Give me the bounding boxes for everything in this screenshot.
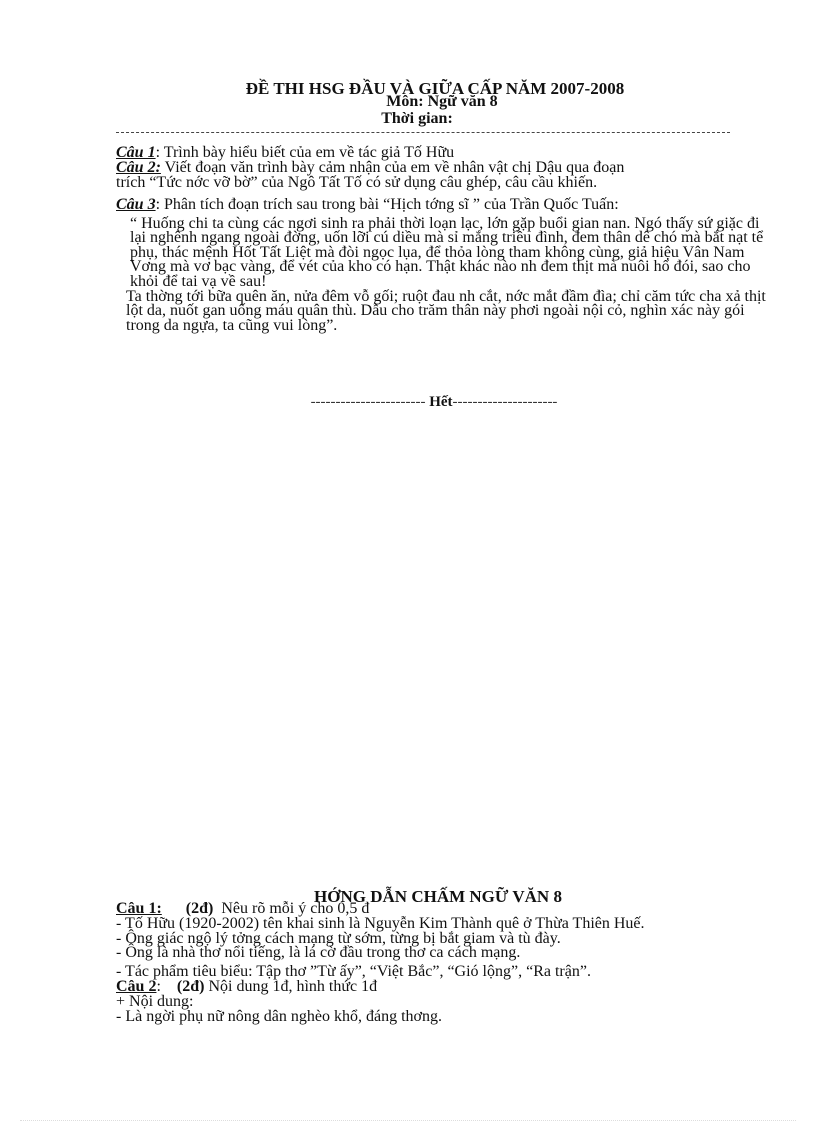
guide-question-2-item: - Là ngời phụ nữ nông dân nghèo khổ, đáng thơng. xyxy=(116,1007,442,1025)
guide-question-1-points: (2đ) xyxy=(185,900,214,917)
header-divider xyxy=(116,132,730,133)
guide-question-2-points: (2đ) xyxy=(176,977,205,995)
question-1-label: Câu 1 xyxy=(116,144,156,161)
guide-question-1-header: Câu 1: (2đ) Nêu rõ mỗi ý cho 0,5 đ xyxy=(116,900,370,917)
end-dashes-left: ----------------------- xyxy=(310,394,426,410)
question-2-label: Câu 2: xyxy=(116,159,161,176)
question-3-text: : Phân tích đoạn trích sau trong bài “Hịch tớng sĩ ” của Trần Quốc Tuấn: xyxy=(155,196,619,213)
guide-question-2-header: Câu 2: (2đ) Nội dung 1đ, hình thức 1đ xyxy=(116,977,378,995)
page-bottom-border xyxy=(20,1120,796,1121)
guide-question-1-note: Nêu rõ mỗi ý cho 0,5 đ xyxy=(221,900,370,917)
exam-title: ĐỀ THI HSG ĐẦU VÀ GIỮA CẤP NĂM 2007-2008 xyxy=(245,79,625,98)
exam-time: Thời gian: xyxy=(381,110,453,127)
question-1-text: : Trình bày hiểu biết của em về tác giả Tố Hữu xyxy=(155,144,455,161)
question-2-line-1: Viết đoạn văn trình bày cảm nhận của em về nhân vật chị Dậu qua đoạn xyxy=(160,159,625,176)
question-3-label: Câu 3 xyxy=(116,196,156,213)
end-word: Hết xyxy=(429,394,453,410)
exam-subject: Môn: Ngữ văn 8 xyxy=(386,93,498,110)
guide-question-1-item: - Ông là nhà thơ nổi tiếng, là lá cờ đầu trong thơ ca cách mạng. xyxy=(116,944,521,962)
end-dashes-right: --------------------- xyxy=(452,394,558,410)
question-3-passage-1: “ Huống chi ta cùng các ngơi sinh ra phải thời loạn lạc, lớn gặp buổi gian nan. Ngó thấy sứ giặc đi lại nghênh ngang ngoài đờng, uốn lỡi cú diều mà sỉ mắng triều đình, đem thân dê chó mà bắt nạt tể phụ, thác mệnh Hốt Tất Liệt mà đòi ngọc lụa, để thỏa lòng tham không cùng, giả hiệu Vân Nam Vơng mà vơ bạc vàng, để vét của kho có hạn. Thật khác nào nh đem thịt mà nuôi hổ đói, sao cho khỏi để tai vạ về sau! xyxy=(130,214,764,290)
question-2 xyxy=(116,161,766,190)
guide-question-2-item: + Nội dung: xyxy=(116,992,194,1010)
question-3-passage-2: Ta thờng tới bữa quên ăn, nửa đêm vỗ gối; ruột đau nh cắt, nớc mắt đầm đìa; chỉ căm tức cha xả thịt lột da, nuốt gan uống máu quân thù. Dẫu cho trăm thân này phơi ngoài nội cỏ, nghìn xác này gói trong da ngựa, ta cũng vui lòng”. xyxy=(126,287,766,334)
question-2-line-2: trích “Tức nớc vỡ bờ” của Ngô Tất Tố có sử dụng câu ghép, câu cầu khiến. xyxy=(116,173,598,191)
question-3 xyxy=(116,198,766,333)
guide-question-1-item: - Tác phẩm tiêu biểu: Tập thơ ”Từ ấy”, “Việt Bắc”, “Gió lộng”, “Ra trận”. xyxy=(116,963,591,981)
grading-guide-title: HỚNG DẪN CHẤM NGỮ VĂN 8 xyxy=(314,887,562,906)
guide-question-1-item: - Ông giác ngộ lý tởng cách mạng từ sớm, từng bị bắt giam và tù đày. xyxy=(116,929,561,947)
guide-question-1-label: Câu 1 xyxy=(116,900,157,917)
grading-guide xyxy=(116,902,776,1024)
guide-question-1-item: - Tố Hữu (1920-2002) tên khai sinh là Nguyễn Kim Thành quê ở Thừa Thiên Huế. xyxy=(116,914,645,932)
guide-question-2-note: Nội dung 1đ, hình thức 1đ xyxy=(208,977,378,995)
guide-question-2-label: Câu 2 xyxy=(116,977,157,995)
end-marker xyxy=(0,394,816,410)
